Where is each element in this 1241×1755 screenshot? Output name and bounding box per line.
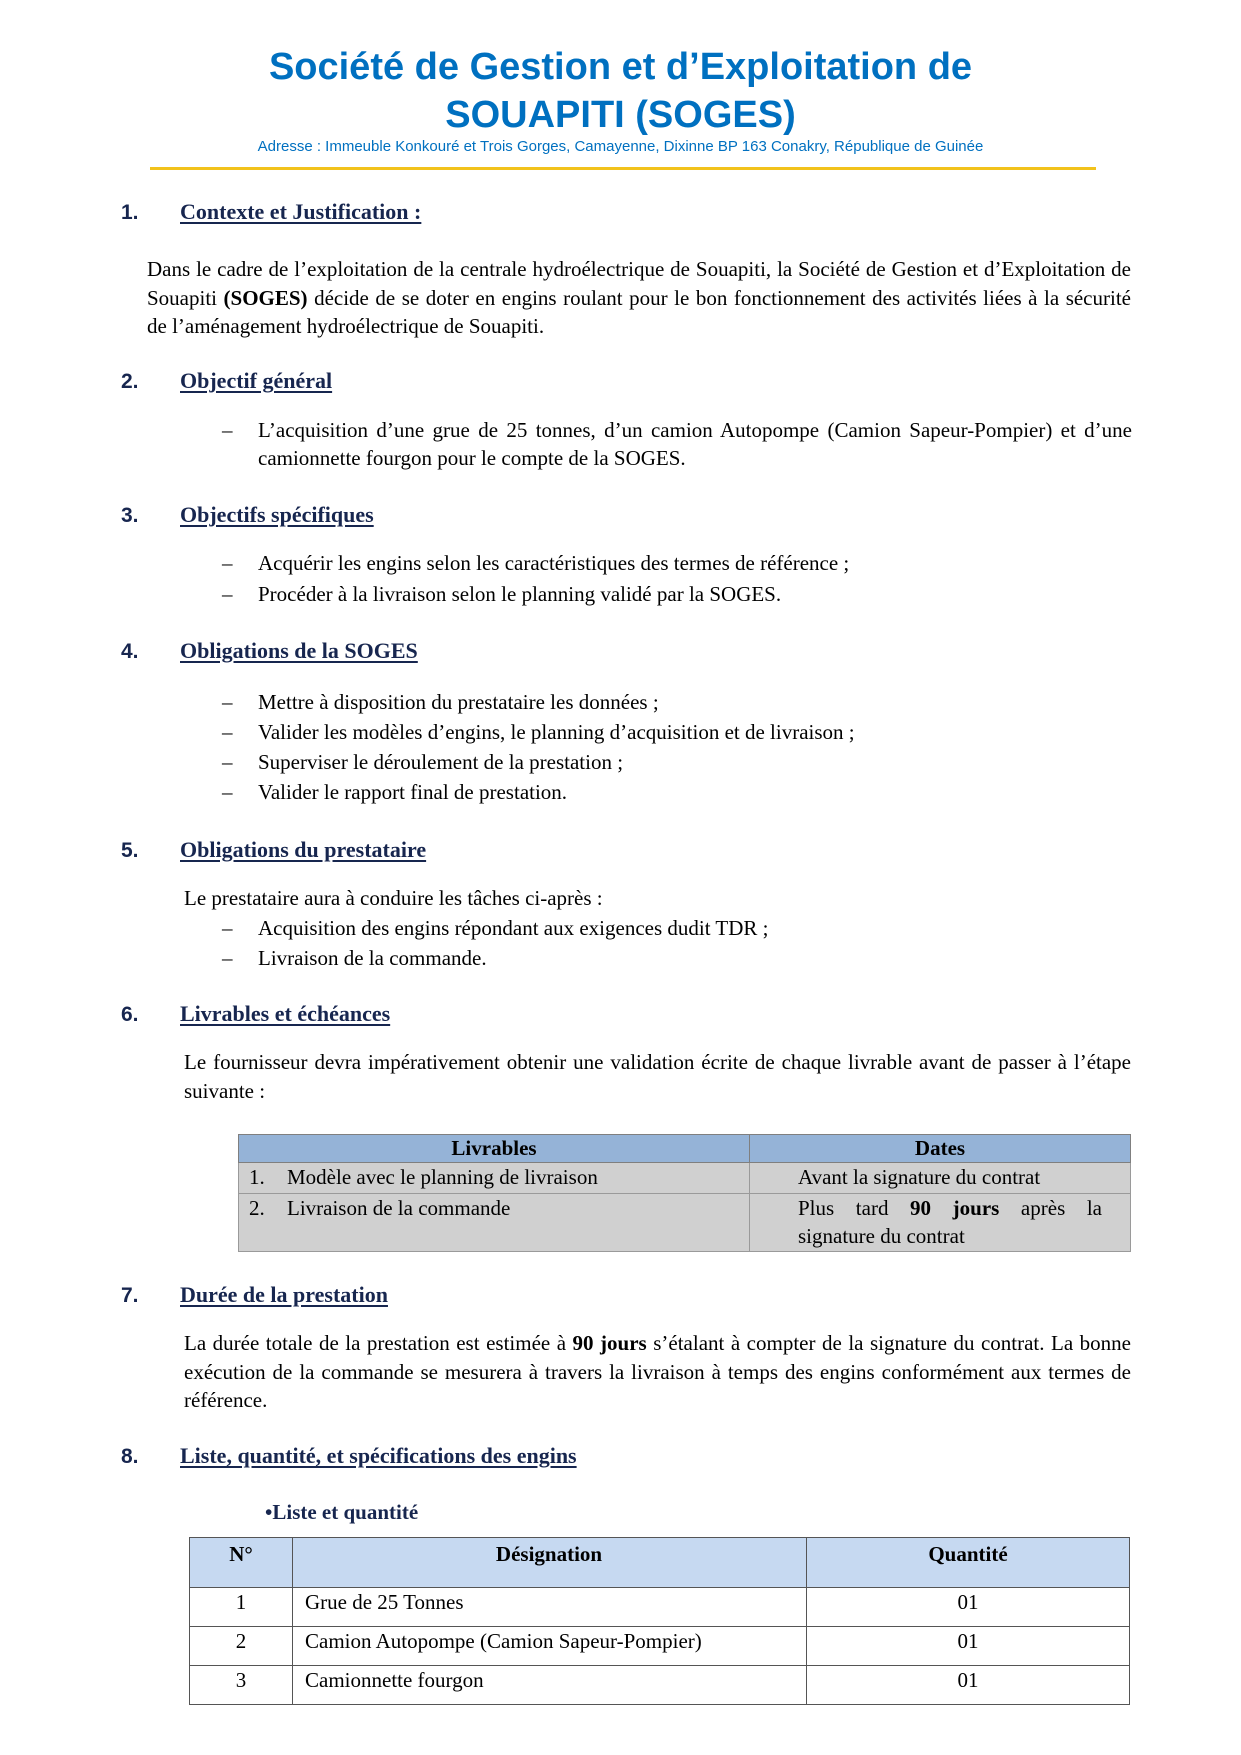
list-item	[222, 914, 1132, 942]
designation-cell: Camionnette fourgon	[293, 1666, 807, 1705]
section-6-title: Livrables et échéances	[180, 1001, 391, 1026]
paragraph-text: Dans le cadre de l’exploitation de la centrale hydroélectrique de Souapiti, la Société de Gestion et d’Exploitation de Souapiti	[147, 257, 1131, 310]
paragraph-text: s’étalant à compter de la signature du contrat. La bonne exécution de la commande se mesurera à travers la livraison à temps des engins conformément aux termes de référence.	[184, 1331, 1131, 1412]
date-text: Plus tard	[798, 1196, 911, 1220]
list-item-text: Acquérir les engins selon les caractéristiques des termes de référence ;	[258, 551, 850, 575]
section-5-intro: Le prestataire aura à conduire les tâches ci-après :	[184, 886, 603, 910]
list-item	[222, 718, 1132, 746]
quantite-cell: 01	[807, 1666, 1130, 1705]
date-cell	[750, 1194, 1131, 1252]
table-row	[239, 1194, 1131, 1252]
list-item	[222, 688, 1132, 716]
numero-cell: 3	[190, 1666, 293, 1705]
list-item-text: Livraison de la commande.	[258, 946, 487, 970]
column-header-dates: Dates	[750, 1135, 1131, 1163]
column-header-numero: N°	[190, 1538, 293, 1588]
deliverables-table	[238, 1134, 1131, 1252]
paragraph-bold-text: (SOGES)	[223, 285, 308, 310]
subheading-liste-quantite	[265, 1500, 418, 1525]
section-1-title: Contexte et Justification :	[180, 199, 422, 224]
section-7-title: Durée de la prestation	[180, 1282, 388, 1307]
bullet-icon: •	[265, 1500, 273, 1524]
list-item	[222, 748, 1132, 776]
dash-bullet-icon: –	[222, 418, 233, 442]
section-1-number: 1.	[121, 201, 139, 224]
designation-cell: Grue de 25 Tonnes	[293, 1588, 807, 1627]
section-8-number: 8.	[121, 1445, 139, 1468]
section-7-paragraph	[184, 1329, 1131, 1415]
quantite-cell: 01	[807, 1627, 1130, 1666]
date-text: après la signature du contrat	[798, 1196, 1102, 1248]
list-item-text: Valider le rapport final de prestation.	[258, 780, 568, 804]
list-item-text: Valider les modèles d’engins, le planning d’acquisition et de livraison ;	[258, 720, 855, 744]
list-item	[222, 416, 1132, 472]
company-address: Adresse : Immeuble Konkouré et Trois Gorges, Camayenne, Dixinne BP 163 Conakry, République de Guinée	[257, 138, 984, 155]
dash-bullet-icon: –	[222, 946, 233, 970]
date-bold-text: 90 jours	[910, 1196, 1000, 1220]
section-3-title: Objectifs spécifiques	[180, 502, 374, 527]
table-row	[190, 1627, 1130, 1666]
dash-bullet-icon: –	[222, 582, 233, 606]
section-5-number: 5.	[121, 839, 139, 862]
section-4-title: Obligations de la SOGES	[180, 638, 418, 663]
list-item-text: Mettre à disposition du prestataire les données ;	[258, 690, 659, 714]
header-divider	[150, 167, 1096, 170]
section-3-number: 3.	[121, 504, 139, 527]
table-row	[190, 1666, 1130, 1705]
livrable-text: Livraison de la commande	[287, 1196, 511, 1220]
list-item	[222, 778, 1132, 806]
date-text: Avant la signature du contrat	[798, 1165, 1041, 1189]
section-8-title: Liste, quantité, et spécifications des engins	[180, 1443, 577, 1468]
list-item	[222, 944, 1132, 972]
dash-bullet-icon: –	[222, 750, 233, 774]
livrable-cell	[239, 1163, 750, 1194]
section-5-title: Obligations du prestataire	[180, 837, 427, 862]
dash-bullet-icon: –	[222, 916, 233, 940]
livrable-cell	[239, 1194, 750, 1252]
section-2-number: 2.	[121, 370, 139, 393]
subheading-text: Liste et quantité	[272, 1500, 419, 1524]
table-header-row	[190, 1538, 1130, 1588]
column-header-designation: Désignation	[293, 1538, 807, 1588]
table-header-row	[239, 1135, 1131, 1163]
dash-bullet-icon: –	[222, 690, 233, 714]
paragraph-text: La durée totale de la prestation est estimée à	[184, 1331, 573, 1355]
list-item	[222, 549, 1132, 577]
company-name-line2: SOUAPITI (SOGES)	[445, 94, 796, 136]
dash-bullet-icon: –	[222, 720, 233, 744]
row-number: 2.	[249, 1196, 265, 1220]
row-number: 1.	[249, 1165, 265, 1189]
engins-table	[189, 1537, 1130, 1705]
numero-cell: 1	[190, 1588, 293, 1627]
date-cell	[750, 1163, 1131, 1194]
section-6-number: 6.	[121, 1003, 139, 1026]
section-1-paragraph	[147, 255, 1131, 341]
paragraph-bold-text: 90 jours	[572, 1331, 647, 1355]
column-header-livrables: Livrables	[239, 1135, 750, 1163]
table-row	[239, 1163, 1131, 1194]
table-row	[190, 1588, 1130, 1627]
dash-bullet-icon: –	[222, 551, 233, 575]
section-7-number: 7.	[121, 1284, 139, 1307]
section-4-number: 4.	[121, 640, 139, 663]
designation-cell: Camion Autopompe (Camion Sapeur-Pompier)	[293, 1627, 807, 1666]
list-item	[222, 580, 1132, 608]
livrable-text: Modèle avec le planning de livraison	[287, 1165, 598, 1189]
paragraph-text: décide de se doter en engins roulant pour le bon fonctionnement des activités liées à la sécurité de l’aménagement hydroélectrique de Souapiti.	[147, 285, 1131, 338]
dash-bullet-icon: –	[222, 780, 233, 804]
section-6-intro: Le fournisseur devra impérativement obtenir une validation écrite de chaque livrable avant de passer à l’étape suivante :	[184, 1050, 1131, 1103]
numero-cell: 2	[190, 1627, 293, 1666]
section-2-title: Objectif général	[180, 368, 333, 393]
column-header-quantite: Quantité	[807, 1538, 1130, 1588]
list-item-text: Procéder à la livraison selon le planning validé par la SOGES.	[258, 582, 782, 606]
list-item-text: L’acquisition d’une grue de 25 tonnes, d’un camion Autopompe (Camion Sapeur-Pompier) et d’une camionnette fourgon pour le compte de la SOGES.	[258, 418, 1132, 470]
list-item-text: Acquisition des engins répondant aux exigences dudit TDR ;	[258, 916, 769, 940]
company-name-line1: Société de Gestion et d’Exploitation de	[268, 46, 973, 88]
quantite-cell: 01	[807, 1588, 1130, 1627]
list-item-text: Superviser le déroulement de la prestation ;	[258, 750, 624, 774]
